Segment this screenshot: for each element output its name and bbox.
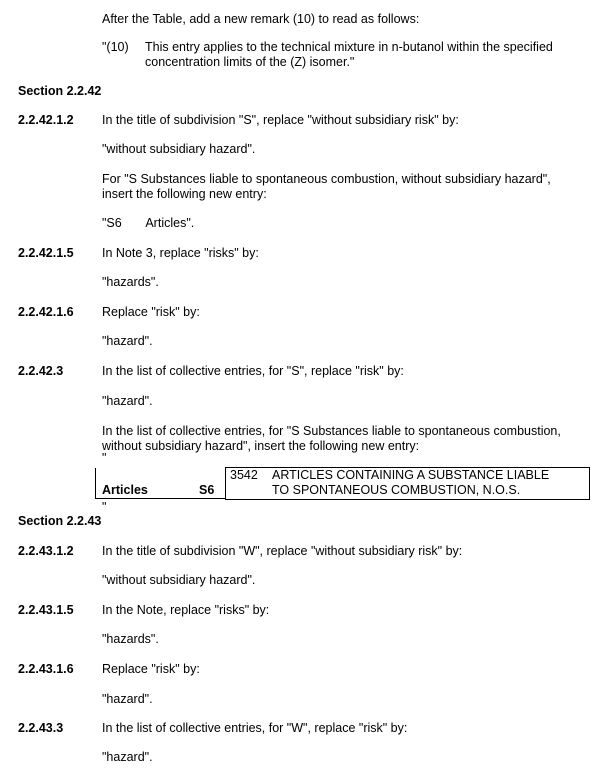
item-number: 2.2.43.3 [18, 721, 64, 735]
item-text: In the title of subdivision "S", replace "without subsidiary risk" by: [102, 113, 459, 127]
remark-code: "(10) [102, 40, 129, 54]
insert-line-1: For "S Substances liable to spontaneous combustion, without subsidiary hazard", [102, 172, 551, 186]
table-bottom-border [95, 498, 225, 499]
collective-line-1: In the list of collective entries, for "S Substances liable to spontaneous combustion, [102, 424, 561, 438]
item-replacement: "without subsidiary hazard". [102, 142, 256, 156]
open-quote: " [102, 451, 107, 465]
item-number: 2.2.42.1.6 [18, 305, 74, 319]
remark-line-1: This entry applies to the technical mixture in n-butanol within the specified [145, 40, 553, 54]
item-number: 2.2.43.1.6 [18, 662, 74, 676]
table-col-code: S6 [199, 483, 215, 497]
table-name-line-1: ARTICLES CONTAINING A SUBSTANCE LIABLE [272, 468, 550, 482]
collective-line-2: without subsidiary hazard", insert the following new entry: [102, 439, 420, 453]
item-replacement: "hazards". [102, 632, 159, 646]
insert-line-2: insert the following new entry: [102, 187, 267, 201]
remark-line-2: concentration limits of the (Z) isomer." [145, 55, 355, 69]
item-replacement: "hazards". [102, 275, 159, 289]
section-heading-2242: Section 2.2.42 [18, 84, 102, 98]
item-number: 2.2.42.1.5 [18, 246, 74, 260]
close-quote: " [102, 500, 107, 514]
item-replacement: "without subsidiary hazard". [102, 573, 256, 587]
table-name-line-2: TO SPONTANEOUS COMBUSTION, N.O.S. [272, 483, 521, 497]
item-text: In the title of subdivision "W", replace "without subsidiary risk" by: [102, 544, 463, 558]
item-replacement: "hazard". [102, 334, 153, 348]
item-replacement: "hazard". [102, 750, 153, 764]
item-number: 2.2.42.1.2 [18, 113, 74, 127]
item-number: 2.2.43.1.5 [18, 603, 74, 617]
item-text: Replace "risk" by: [102, 305, 200, 319]
item-text: In the Note, replace "risks" by: [102, 603, 270, 617]
section-heading-2243: Section 2.2.43 [18, 514, 102, 528]
table-left-border [95, 468, 96, 499]
item-text: Replace "risk" by: [102, 662, 200, 676]
item-text: In Note 3, replace "risks" by: [102, 246, 259, 260]
table-un-number: 3542 [230, 468, 258, 482]
table-col-articles: Articles [102, 483, 148, 497]
item-number: 2.2.42.3 [18, 364, 64, 378]
intro-line: After the Table, add a new remark (10) to read as follows: [102, 12, 420, 26]
item-text: In the list of collective entries, for "S", replace "risk" by: [102, 364, 404, 378]
item-replacement: "hazard". [102, 692, 153, 706]
item-number: 2.2.43.1.2 [18, 544, 74, 558]
item-text: In the list of collective entries, for "W", replace "risk" by: [102, 721, 408, 735]
item-replacement: "hazard". [102, 394, 153, 408]
insert-entry: "S6 Articles". [102, 216, 195, 230]
